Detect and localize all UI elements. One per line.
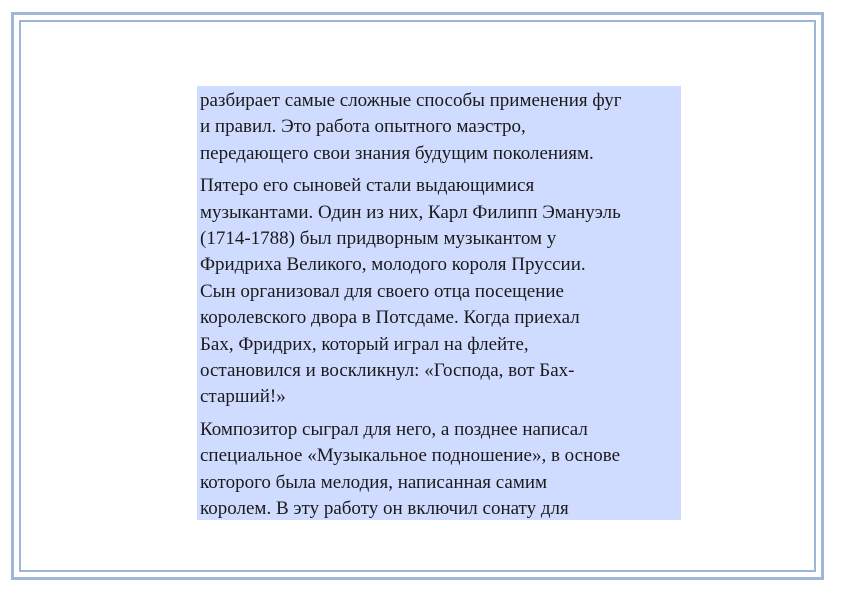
text-line: которого была мелодия, написанная самим: [200, 471, 548, 493]
text-line: и правил. Это работа опытного маэстро,: [200, 116, 526, 138]
text-line: специальное «Музыкальное подношение», в основе: [200, 445, 621, 467]
text-line: Пятеро его сыновей стали выдающимися: [200, 175, 535, 197]
paragraph-2: [200, 173, 678, 411]
text-line: королевского двора в Потсдаме. Когда приехал: [200, 307, 580, 329]
text-line: остановился и воскликнул: «Господа, вот Бах-: [200, 360, 575, 382]
text-line: Бах, Фридрих, который играл на флейте,: [200, 333, 529, 355]
text-line: Сын организовал для своего отца посещение: [200, 280, 564, 302]
text-line: музыкантами. Один из них, Карл Филипп Эмануэль: [200, 201, 621, 223]
text-box: [197, 86, 681, 520]
text-line: (1714-1788) был придворным музыкантом у: [200, 228, 557, 250]
text-line: разбирает самые сложные способы применения фуг: [200, 90, 622, 111]
text-line: передающего свои знания будущим поколениям.: [200, 142, 594, 164]
text-line: королем. В эту работу он включил сонату для: [200, 498, 569, 520]
text-line: старший!»: [200, 386, 286, 408]
paragraph-3: [200, 417, 678, 520]
text-line: Композитор сыграл для него, а позднее написал: [200, 418, 588, 440]
paragraph-1: [200, 88, 678, 167]
text-line: Фридриха Великого, молодого короля Пруссии.: [200, 254, 586, 276]
